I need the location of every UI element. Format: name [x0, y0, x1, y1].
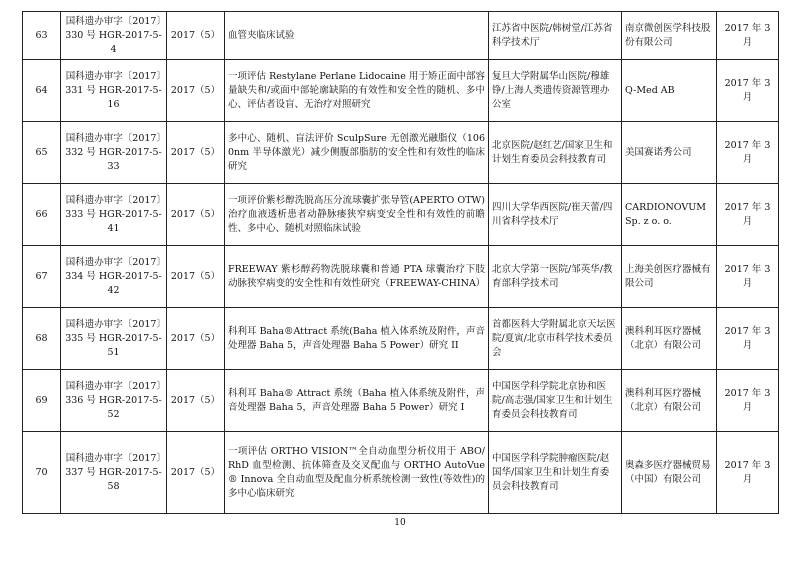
table-row — [23, 246, 779, 308]
sponsor-unit: 首都医科大学附属北京天坛医院/夏寅/北京市科学技术委员会 — [489, 308, 622, 370]
table-row — [23, 60, 779, 122]
partner-company: 南京微创医学科技股份有限公司 — [622, 12, 717, 60]
approval-month: 2017 年 3 月 — [717, 12, 779, 60]
approval-table — [22, 11, 779, 514]
sponsor-unit: 北京大学第一医院/邹英华/教育部科学技术司 — [489, 246, 622, 308]
batch-number: 2017（5） — [167, 184, 225, 246]
batch-number: 2017（5） — [167, 122, 225, 184]
row-number: 67 — [23, 246, 61, 308]
partner-company: 上海美创医疗器械有限公司 — [622, 246, 717, 308]
row-number: 68 — [23, 308, 61, 370]
approval-month: 2017 年 3 月 — [717, 308, 779, 370]
approval-month: 2017 年 3 月 — [717, 432, 779, 514]
project-title: 科利耳 Baha®Attract 系统(Baha 植入体系统及附件，声音处理器 Baha 5，声音处理器 Baha 5 Power）研究 II — [225, 308, 489, 370]
batch-number: 2017（5） — [167, 308, 225, 370]
partner-company: 澳科利耳医疗器械（北京）有限公司 — [622, 370, 717, 432]
table-row — [23, 184, 779, 246]
project-title: 一项评价紫杉醇洗脱高压分流球囊扩张导管(APERTO OTW)治疗血液透析患者动静脉瘘狭窄病变安全性和有效性的前瞻性、多中心、随机对照临床试验 — [225, 184, 489, 246]
batch-number: 2017（5） — [167, 12, 225, 60]
batch-number: 2017（5） — [167, 246, 225, 308]
row-number: 69 — [23, 370, 61, 432]
approval-number: 国科遗办审字〔2017〕333 号 HGR-2017-5-41 — [61, 184, 167, 246]
project-title: FREEWAY 紫杉醇药物洗脱球囊和普通 PTA 球囊治疗下肢动脉狭窄病变的安全性和有效性研究（FREEWAY-CHINA） — [225, 246, 489, 308]
approval-number: 国科遗办审字〔2017〕334 号 HGR-2017-5-42 — [61, 246, 167, 308]
approval-month: 2017 年 3 月 — [717, 184, 779, 246]
partner-company: CARDIONOVUM Sp. z o. o. — [622, 184, 717, 246]
approval-month: 2017 年 3 月 — [717, 246, 779, 308]
sponsor-unit: 中国医学科学院北京协和医院/高志强/国家卫生和计划生育委员会科技教育司 — [489, 370, 622, 432]
page-number: 10 — [394, 518, 406, 528]
approval-number: 国科遗办审字〔2017〕337 号 HGR-2017-5-58 — [61, 432, 167, 514]
project-title: 血管夹临床试验 — [225, 12, 489, 60]
approval-month: 2017 年 3 月 — [717, 122, 779, 184]
row-number: 70 — [23, 432, 61, 514]
table-row — [23, 370, 779, 432]
sponsor-unit: 北京医院/赵红艺/国家卫生和计划生育委员会科技教育司 — [489, 122, 622, 184]
table-row — [23, 432, 779, 514]
project-title: 一项评估 Restylane Perlane Lidocaine 用于矫正面中部容量缺失和/或面中部轮廓缺陷的有效性和安全性的随机、多中心、评估者设盲、无治疗对照研究 — [225, 60, 489, 122]
table-row — [23, 308, 779, 370]
partner-company: 美国赛诺秀公司 — [622, 122, 717, 184]
partner-company: Q-Med AB — [622, 60, 717, 122]
table-row — [23, 122, 779, 184]
project-title: 科利耳 Baha® Attract 系统（Baha 植入体系统及附件，声音处理器 Baha 5，声音处理器 Baha 5 Power）研究 I — [225, 370, 489, 432]
batch-number: 2017（5） — [167, 370, 225, 432]
row-number: 64 — [23, 60, 61, 122]
approval-number: 国科遗办审字〔2017〕336 号 HGR-2017-5-52 — [61, 370, 167, 432]
sponsor-unit: 中国医学科学院肿瘤医院/赵国华/国家卫生和计划生育委员会科技教育司 — [489, 432, 622, 514]
approval-month: 2017 年 3 月 — [717, 370, 779, 432]
sponsor-unit: 江苏省中医院/韩树堂/江苏省科学技术厅 — [489, 12, 622, 60]
approval-number: 国科遗办审字〔2017〕335 号 HGR-2017-5-51 — [61, 308, 167, 370]
batch-number: 2017（5） — [167, 432, 225, 514]
partner-company: 澳科利耳医疗器械（北京）有限公司 — [622, 308, 717, 370]
table-row — [23, 12, 779, 60]
approval-month: 2017 年 3 月 — [717, 60, 779, 122]
sponsor-unit: 四川大学华西医院/崔天蕾/四川省科学技术厅 — [489, 184, 622, 246]
project-title: 一项评估 ORTHO VISION™全自动血型分析仪用于 ABO/RhD 血型检测、抗体筛查及交叉配血与 ORTHO AutoVue® Innova 全自动血型及配血分析系统检测一致性(等效性)的多中心临床研究 — [225, 432, 489, 514]
row-number: 66 — [23, 184, 61, 246]
approval-number: 国科遗办审字〔2017〕331 号 HGR-2017-5-16 — [61, 60, 167, 122]
row-number: 63 — [23, 12, 61, 60]
row-number: 65 — [23, 122, 61, 184]
partner-company: 奥森多医疗器械贸易（中国）有限公司 — [622, 432, 717, 514]
batch-number: 2017（5） — [167, 60, 225, 122]
approval-number: 国科遗办审字〔2017〕332 号 HGR-2017-5-33 — [61, 122, 167, 184]
approval-number: 国科遗办审字〔2017〕330 号 HGR-2017-5-4 — [61, 12, 167, 60]
sponsor-unit: 复旦大学附属华山医院/穆雄铮/上海人类遗传资源管理办公室 — [489, 60, 622, 122]
project-title: 多中心、随机、盲法评价 SculpSure 无创激光融脂仪（1060nm 半导体激光）减少侧腹部脂肪的安全性和有效性的临床研究 — [225, 122, 489, 184]
